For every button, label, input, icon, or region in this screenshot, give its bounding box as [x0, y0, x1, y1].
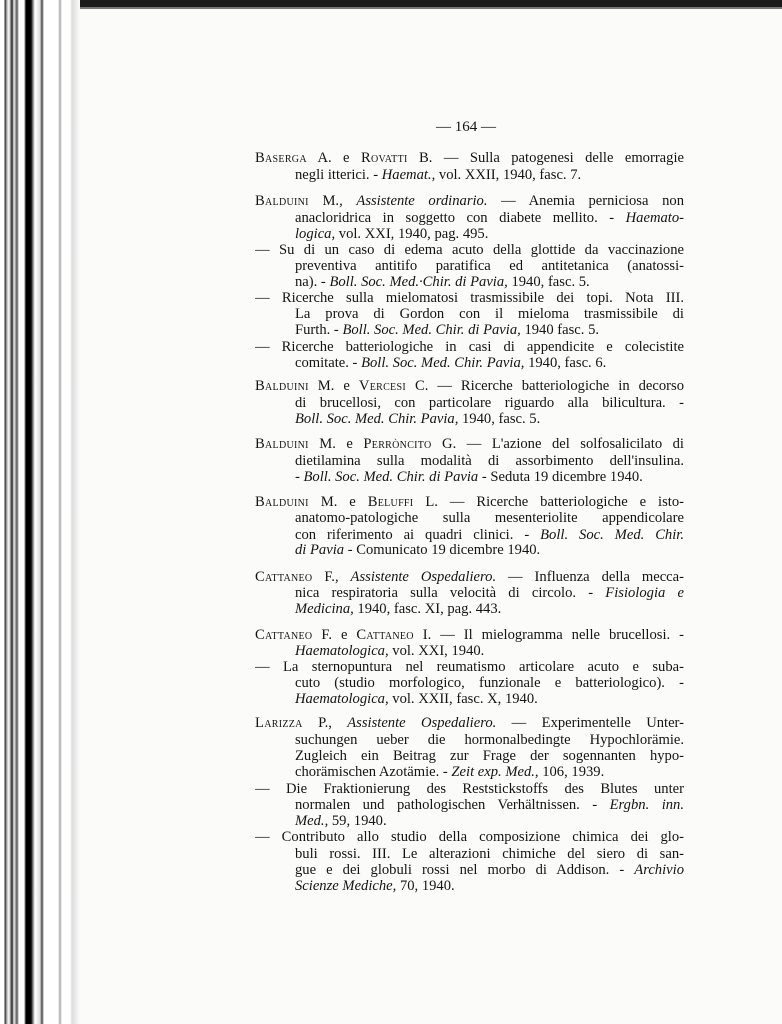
- text-line: [295, 813, 684, 830]
- text-segment: vol. XXI, 1940, pag. 495.: [335, 226, 489, 242]
- text-line: [295, 691, 684, 708]
- text-line: [295, 601, 684, 618]
- text-line: [295, 846, 684, 863]
- text-segment: I. — Il mielogramma nelle brucellosi. -: [413, 627, 684, 643]
- text-line: [255, 781, 684, 798]
- text-line: [295, 675, 684, 692]
- text-segment: — Anemia perniciosa non: [487, 193, 684, 209]
- text-segment: Zugleich ein Beitrag zur Frage der sogennanten hypo-: [295, 748, 684, 764]
- journal-title: di Pavia: [295, 542, 345, 558]
- text-line: [255, 494, 684, 511]
- text-line: [295, 411, 684, 428]
- text-line: [255, 378, 684, 395]
- journal-title: Boll. Soc. Med. Chir.: [540, 527, 684, 543]
- text-segment: buli rossi. III. Le alterazioni chimiche del siero di san-: [295, 846, 684, 862]
- text-segment: dietilamina sulla modalità di assorbimento dell'insulina.: [295, 453, 684, 469]
- text-segment: A. e: [306, 150, 361, 166]
- text-segment: M. e: [308, 436, 364, 452]
- text-segment: cuto (studio morfologico, funzionale e batteriologico). -: [295, 675, 684, 691]
- journal-title: Zeit exp. Med.,: [451, 764, 539, 780]
- text-segment: M.,: [308, 193, 357, 209]
- text-segment: - Comunicato 19 dicembre 1940.: [344, 542, 541, 558]
- text-line: [255, 339, 684, 356]
- text-segment: vol. XXII, 1940, fasc. 7.: [435, 167, 582, 183]
- journal-title: logica,: [295, 226, 336, 242]
- text-line: [295, 862, 684, 879]
- journal-title: Boll. Soc. Med.·Chir. di Pavia,: [329, 274, 508, 290]
- text-segment: preventiva antitifo paratifica ed antitetanica (anatossi-: [295, 258, 684, 274]
- text-segment: normalen und pathologischen Verhältnissen. -: [295, 797, 610, 813]
- text-segment: F. e: [312, 627, 357, 643]
- text-line: [255, 290, 684, 307]
- text-line: [255, 829, 684, 846]
- journal-title: Haematologica,: [295, 643, 389, 659]
- author-name: Cattaneo: [356, 627, 414, 643]
- text-segment: suchungen ueber die hormonalbedingte Hypochlorämie.: [295, 732, 684, 748]
- text-line: [295, 748, 684, 765]
- text-line: [295, 542, 684, 559]
- journal-title: Med.,: [295, 813, 329, 829]
- journal-title: Assistente Ospedaliero.: [350, 569, 497, 585]
- text-segment: — Die Fraktionierung des Reststickstoffs des Blutes unter: [255, 781, 684, 797]
- text-line: [255, 436, 684, 453]
- text-line: [295, 306, 684, 323]
- text-line: [295, 167, 684, 184]
- author-name: Balduini: [255, 193, 309, 209]
- text-line: [295, 797, 684, 814]
- author-name: Rovatti: [360, 150, 408, 166]
- text-segment: F.,: [312, 569, 351, 585]
- text-line: [295, 878, 684, 895]
- text-segment: — La sternopuntura nel reumatismo articolare acuto e suba-: [255, 659, 684, 675]
- text-segment: chorämischen Azotämie. -: [295, 764, 452, 780]
- journal-title: Boll. Soc. Med. Chir. di Pavia,: [342, 322, 521, 338]
- text-segment: La prova di Gordon con il mieloma trasmissibile di: [295, 306, 684, 322]
- text-segment: — Su di un caso di edema acuto della glottide da vaccinazione: [255, 242, 684, 258]
- page-number: — 164 —: [436, 119, 496, 135]
- text-segment: 1940, fasc. XI, pag. 443.: [353, 601, 502, 617]
- text-segment: 1940, fasc. 5.: [458, 411, 541, 427]
- text-segment: Furth. -: [295, 322, 343, 338]
- text-segment: anatomo-patologiche sulla mesenteriolite appendicolare: [295, 510, 684, 526]
- text-segment: — Ricerche sulla mielomatosi trasmissibile dei topi. Nota III.: [255, 290, 684, 306]
- text-line: [255, 193, 684, 210]
- text-segment: con riferimento ai quadri clinici. -: [295, 527, 541, 543]
- journal-title: Scienze Mediche,: [295, 878, 397, 894]
- text-line: [295, 764, 684, 781]
- text-segment: 1940 fasc. 5.: [520, 322, 600, 338]
- journal-title: Boll. Soc. Med. Chir. di Pavia: [303, 469, 479, 485]
- text-line: [295, 226, 684, 243]
- text-segment: 106, 1939.: [538, 764, 605, 780]
- text-line: [295, 274, 684, 291]
- journal-title: Haematologica,: [295, 691, 389, 707]
- journal-title: Fisiologia e: [605, 585, 684, 601]
- text-line: [295, 322, 684, 339]
- text-segment: C. — Ricerche batteriologiche in decorso: [405, 378, 684, 394]
- text-segment: gue e dei globuli rossi nel morbo di Addison. -: [295, 862, 635, 878]
- book-binding-edge: [0, 0, 80, 1024]
- journal-title: Assistente Ospedaliero.: [347, 715, 497, 731]
- author-name: Balduini: [255, 494, 309, 510]
- author-name: Beluffi: [367, 494, 414, 510]
- text-line: [255, 242, 684, 259]
- text-line: [295, 510, 684, 527]
- text-segment: 1940, fasc. 6.: [524, 355, 607, 371]
- journal-title: Assistente ordinario.: [356, 193, 488, 209]
- text-segment: di brucellosi, con particolare riguardo alla bilicultura. -: [295, 395, 684, 411]
- text-segment: comitate. -: [295, 355, 362, 371]
- text-segment: 1940, fasc. 5.: [507, 274, 590, 290]
- text-segment: M. e: [308, 378, 359, 394]
- text-segment: vol. XXI, 1940.: [388, 643, 485, 659]
- text-segment: -: [295, 469, 304, 485]
- journal-title: Medicina,: [295, 601, 354, 617]
- text-line: [255, 659, 684, 676]
- text-segment: nica respiratoria sulla velocità di circolo. -: [295, 585, 606, 601]
- scan-top-border: [0, 0, 782, 7]
- text-segment: - Seduta 19 dicembre 1940.: [478, 469, 643, 485]
- author-name: Baserga: [255, 150, 307, 166]
- text-line: [295, 258, 684, 275]
- author-name: Vercesi: [358, 378, 406, 394]
- journal-title: Boll. Soc. Med. Chir. Pavia,: [295, 411, 459, 427]
- text-line: [255, 150, 684, 167]
- journal-title: Archivio: [634, 862, 684, 878]
- text-line: [295, 210, 684, 227]
- journal-title: Ergbn. inn.: [609, 797, 684, 813]
- text-line: [295, 469, 684, 486]
- text-segment: G. — L'azione del solfosalicilato di: [431, 436, 684, 452]
- journal-title: Boll. Soc. Med. Chir. Pavia,: [361, 355, 525, 371]
- author-name: Cattaneo: [255, 569, 313, 585]
- text-segment: B. — Sulla patogenesi delle emorragie: [407, 150, 684, 166]
- author-name: Balduini: [255, 436, 309, 452]
- journal-title: Haemat.,: [381, 167, 436, 183]
- text-segment: L. — Ricerche batteriologiche e isto-: [413, 494, 684, 510]
- text-line: [255, 715, 684, 732]
- text-segment: — Experimentelle Unter-: [496, 715, 684, 731]
- author-name: Balduini: [255, 378, 309, 394]
- text-line: [255, 569, 684, 586]
- text-segment: na). -: [295, 274, 330, 290]
- text-line: [295, 395, 684, 412]
- text-line: [255, 627, 684, 644]
- text-segment: anacloridrica in soggetto con diabete mellito. -: [295, 210, 626, 226]
- author-name: Larizza: [255, 715, 303, 731]
- text-segment: — Ricerche batteriologiche in casi di appendicite e colecistite: [255, 339, 684, 355]
- text-segment: P.,: [302, 715, 348, 731]
- scan-top-border-shadow: [0, 7, 782, 9]
- text-segment: vol. XXII, fasc. X, 1940.: [388, 691, 538, 707]
- text-segment: 59, 1940.: [328, 813, 387, 829]
- text-line: [295, 355, 684, 372]
- author-name: Cattaneo: [255, 627, 313, 643]
- text-line: [295, 453, 684, 470]
- text-line: [295, 643, 684, 660]
- text-segment: M. e: [308, 494, 368, 510]
- text-line: [295, 732, 684, 749]
- author-name: Perròncito: [363, 436, 432, 452]
- text-segment: — Influenza della mecca-: [496, 569, 684, 585]
- journal-title: Haemato-: [625, 210, 684, 226]
- text-segment: 70, 1940.: [396, 878, 455, 894]
- text-line: [295, 585, 684, 602]
- text-segment: — Contributo allo studio della composizione chimica dei glo-: [255, 829, 684, 845]
- text-segment: negli itterici. -: [295, 167, 382, 183]
